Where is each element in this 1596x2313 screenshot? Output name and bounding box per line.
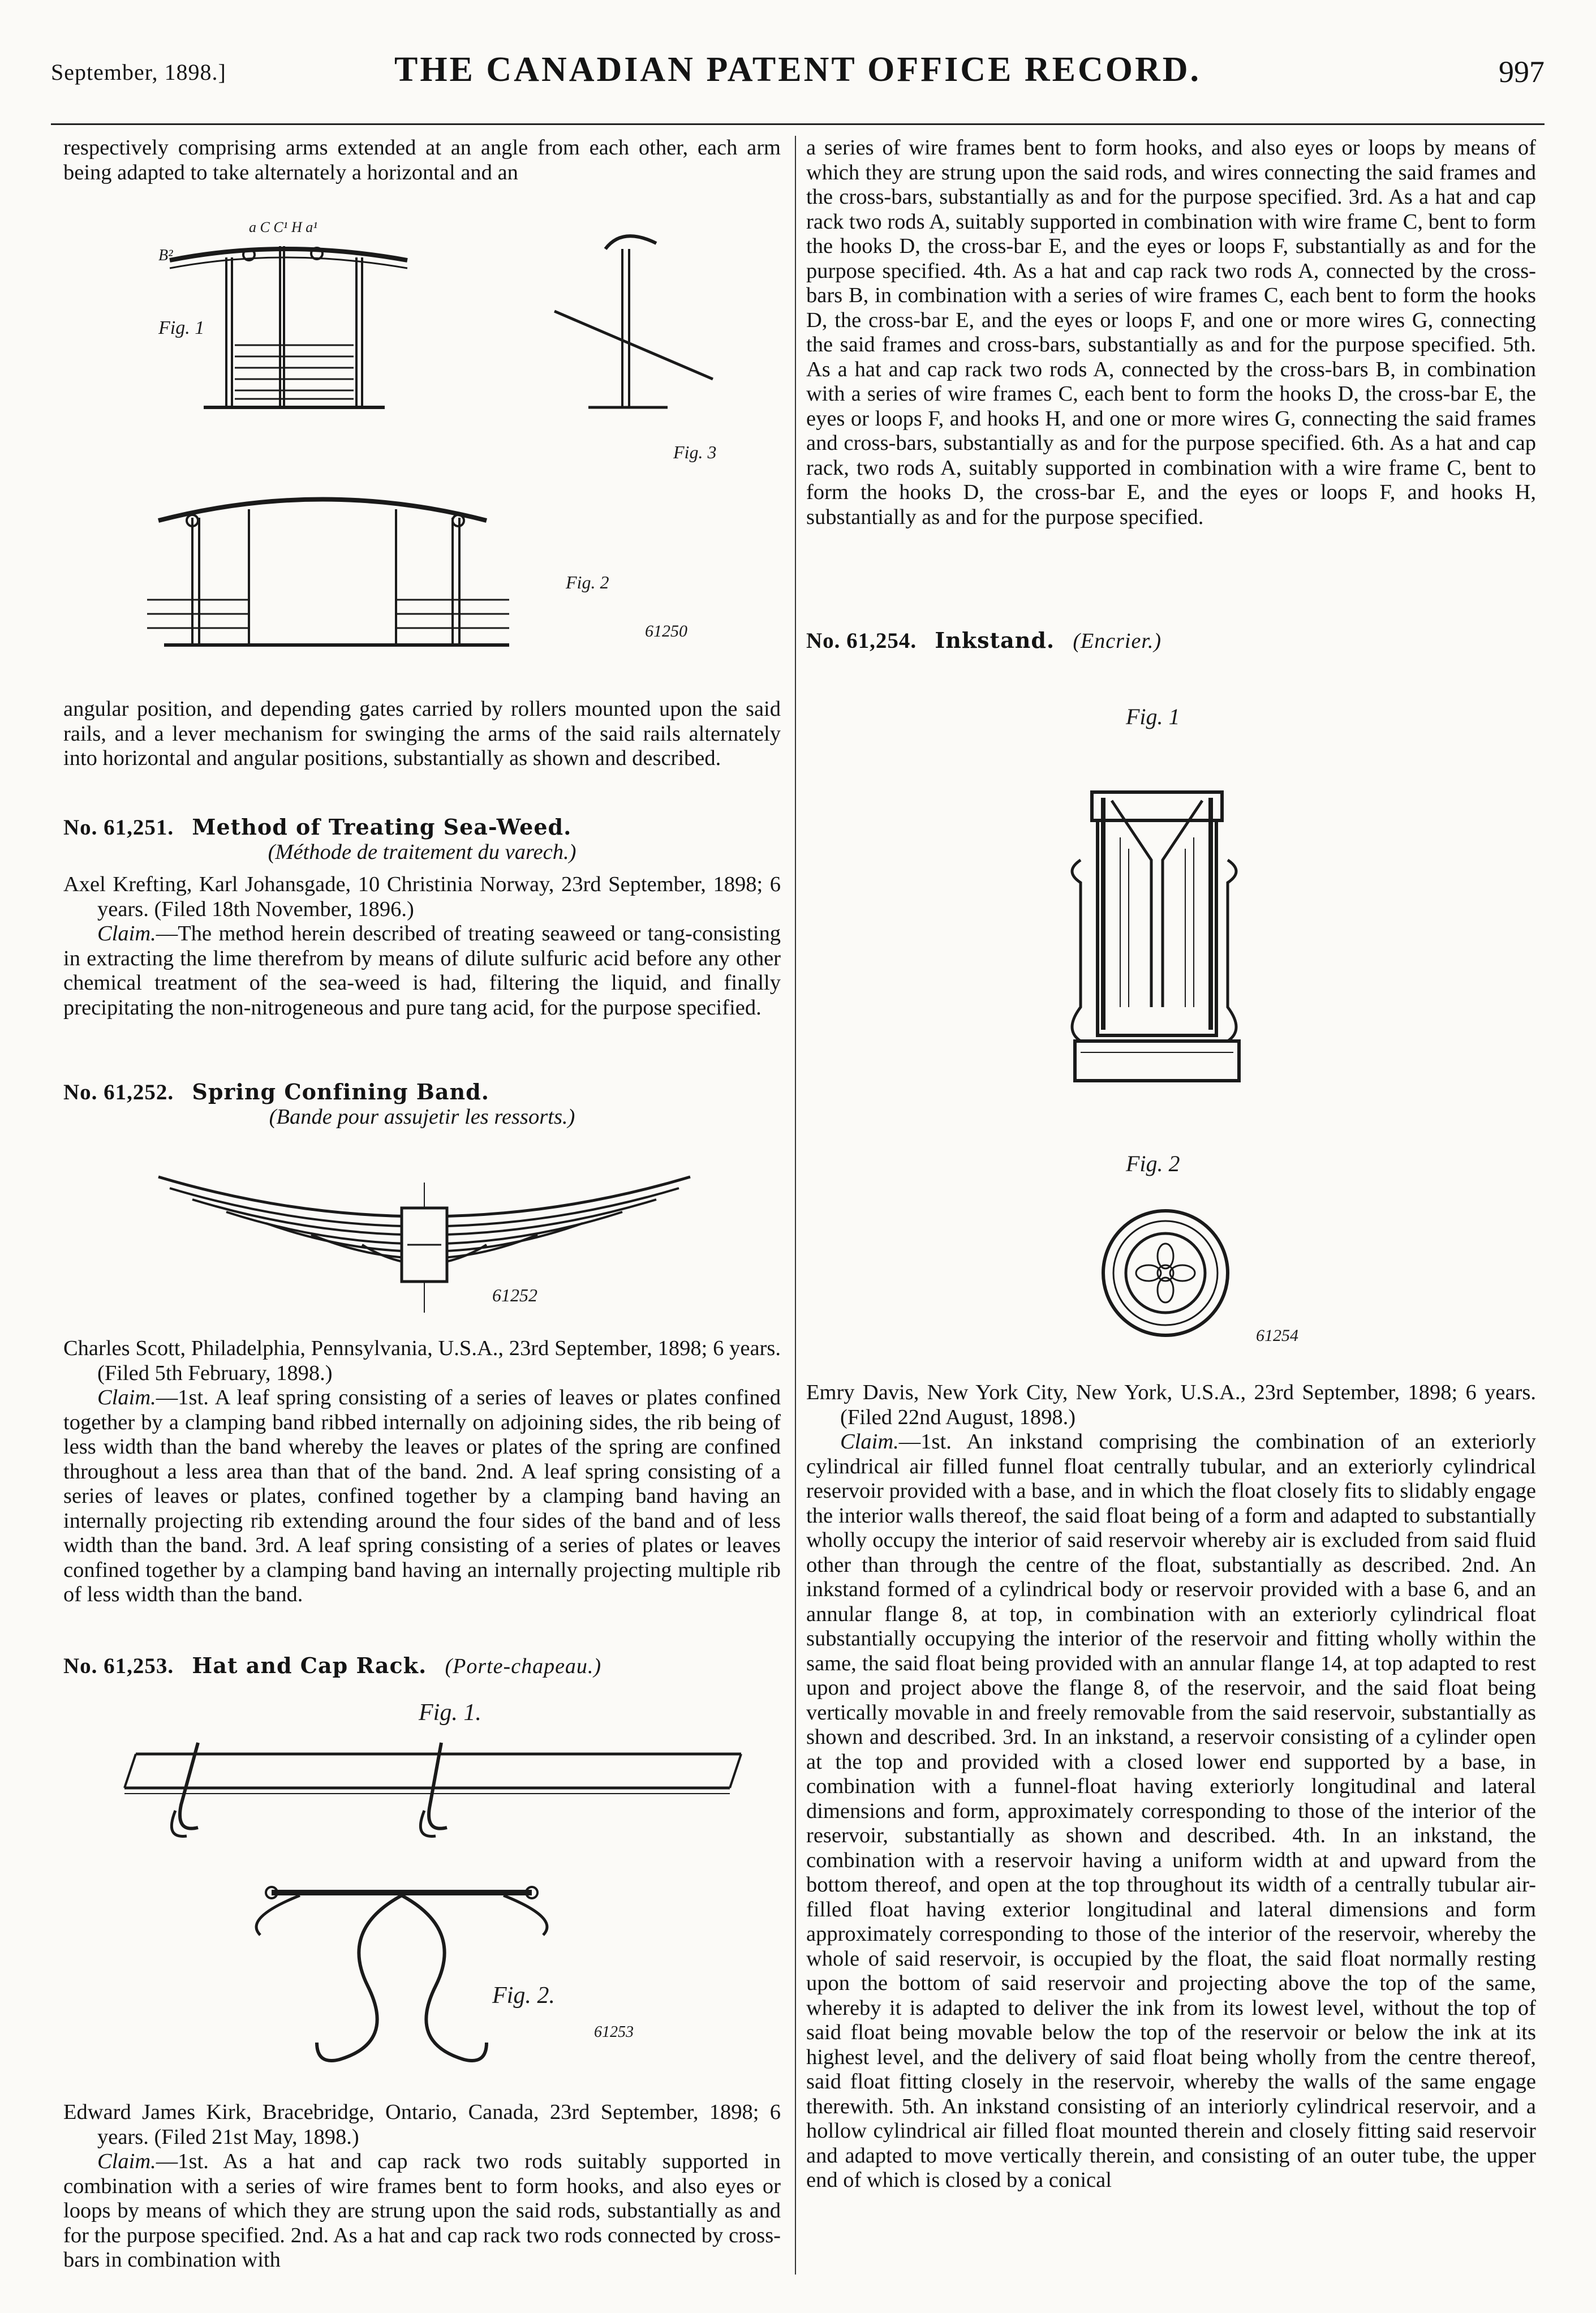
inkstand-fig2-label: Fig. 2 bbox=[1126, 1151, 1180, 1176]
hat-rack-claims-continued: a series of wire frames bent to form hooks, and also eyes or loops by means of which they are strung upon the said rods, and wires connecting the said frames and the cross-bars, substantially as and for the purpose specified. 3rd. As a hat and cap rack two rods A, suitably supported in combination with wire frame C, bent to form the hooks D, the cross-bar E, and the eyes or loops F, substantially as and for the purpose specified. 4th. As a hat and cap rack two rods A, connected by the cross-bars B, in combination with a series of wire frames C, each bent to form the hooks D, the cross-bar E, and the eyes or loops F, and one or more wires G, connecting the said frames and cross-bars, substantially as and for the purpose specified. 5th. As a hat and cap rack two rods A, connected by the cross-bars B, in combination with a series of wire frames C, each bent to form the hooks D, the cross-bar E, the eyes or loops F, and hooks H, and one or more wires G, connecting the said frames and cross-bars, substantially as and for the purpose specified. 6th. As a hat and cap rack, two rods A, suitably supported in combination with a wire frame C, bent to form the hooks D, the cross-bar E, and the eyes or loops F, and hooks H, substantially as and for the purpose specified. bbox=[806, 136, 1536, 529]
patent-61252-french: (Bande pour assujetir les ressorts.) bbox=[269, 1104, 575, 1129]
column-divider bbox=[795, 136, 796, 2275]
patent-61251-inventor: Axel Krefting, Karl Johansgade, 10 Christinia Norway, 23rd September, 1898; 6 years. (Filed 18th November, 1896.) bbox=[63, 872, 781, 921]
hat-rack-fig-1 bbox=[124, 1743, 741, 1836]
fig-61252-number: 61252 bbox=[492, 1285, 537, 1305]
patent-61253-heading bbox=[63, 1653, 781, 1679]
hat-rack-fig-2 bbox=[256, 1887, 547, 2061]
patent-61254-inventor: Emry Davis, New York City, New York, U.S.A., 23rd September, 1898; 6 years. (Filed 22nd August, 1898.) bbox=[806, 1381, 1536, 1429]
patent-61254-heading bbox=[806, 628, 1536, 654]
patent-61254-french: (Encrier.) bbox=[1073, 629, 1162, 653]
page-number: 997 bbox=[1499, 55, 1545, 89]
hat-rack-fig1-label: Fig. 1. bbox=[419, 1700, 481, 1726]
inkstand-section-view bbox=[1072, 792, 1239, 1081]
patent-61254-claim: —1st. An inkstand comprising the combination of an exteriorly cylindrical air filled funnel float centrally tubular, and an exteriorly cylindrical reservoir provided with a base, and in which the float closely fits to slidably engage the interior walls thereof, the said float being of a form and adapted to substantially wholly occupy the interior of said reservoir whereby air is excluded from said fluid other than through the centre of the float, substantially as described. 2nd. An inkstand formed of a cylindrical body or reservoir provided with a base 6, and an annular flange 8, at top, in combination with an exteriorly cylindrical float substantially occupying the interior of the reservoir and fitting wholly within the same, the said float being provided with an annular flange 14, at top adapted to rest upon and project above the flange 8, of the reservoir, and the said float being vertically movable in and freely removable from the said reservoir, substantially as shown and described. 3rd. In an inkstand, a reservoir consisting of a cylinder open at the top and provided with a closed lower end supported by a base, in combination with a funnel-float having exteriorly longitudinal and lateral dimensions and form, approximately corresponding to those of the interior of the reservoir, substantially as shown and described. 4th. In an inkstand, the combination with a reservoir having a uniform width at and upward from the bottom thereof, and open at the top throughout its width of a centrally tubular air-filled float having exterior longitudinal and lateral dimensions and form approximately corresponding to those of the interior of the reservoir, whereby the whole of said reservoir, is occupied by the float, the said float normally resting upon the bottom of said reservoir and projecting above the top of the same, whereby it is adapted to deliver the ink from its lowest level, without the top of said float being movable below the top of the reservoir or below the ink at its highest level, and the delivery of said float being wholly from the centre thereof, said float fitting closely in the reservoir, whereby the walls of the same engage therewith. 5th. An inkstand consisting of an interiorly cylindrical reservoir, and a hollow cylindrical air filled float mounted therein and closely fitting said reservoir and adapted to move vertically therein, and consisting of an outer tube, the upper end of which is closed by a conical bbox=[806, 1430, 1536, 2192]
gate-fig-1 bbox=[158, 219, 407, 407]
patent-61252-heading bbox=[63, 1080, 781, 1105]
patent-61251-title: Method of Treating Sea-Weed. bbox=[192, 814, 572, 840]
patent-61253-claim: —1st. As a hat and cap rack two rods suitably supported in combination with a series of wire frames bent to form hooks, and also eyes or loops by means of which they are strung upon the said rods, substantially as and for the purpose specified. 2nd. As a hat and cap rack two rods connected by cross-bars in combination with bbox=[63, 2149, 781, 2272]
patent-61252-heading-block bbox=[63, 1080, 781, 1129]
left-intro bbox=[63, 136, 781, 185]
patent-61253-body bbox=[63, 2100, 781, 2273]
header-title: THE CANADIAN PATENT OFFICE RECORD. bbox=[394, 50, 1202, 89]
patent-61252-body bbox=[63, 1336, 781, 1607]
patent-61252-claim: —1st. A leaf spring consisting of a series of leaves or plates confined together by a clamping band ribbed internally on adjoining sides, the rib being of less width than the band whereby the leaves or plates of the spring are confined throughout a less area than that of the band. 2nd. A leaf spring consisting of a series of leaves or plates, confined together by a clamping band having an internally projecting rib extending around the four sides of the band and of less width than the band. 3rd. A leaf spring consisting of a series of plates or leaves confined together by a clamping band having an internally projecting multiple rib of less width than the band. bbox=[63, 1386, 781, 1606]
inkstand-fig1-label: Fig. 1 bbox=[1126, 704, 1180, 729]
patent-61253-heading-block bbox=[63, 1653, 781, 1679]
fig-61250-number: 61250 bbox=[645, 622, 687, 640]
header-date: September, 1898.] bbox=[51, 59, 226, 85]
patent-61252-number: No. 61,252. bbox=[63, 1080, 174, 1104]
patent-61254-body bbox=[806, 1381, 1536, 2193]
patent-61253-inventor: Edward James Kirk, Bracebridge, Ontario, Canada, 23rd September, 1898; 6 years. (Filed 21st May, 1898.) bbox=[63, 2100, 781, 2149]
patent-61251-french: (Méthode de traitement du varech.) bbox=[268, 840, 577, 864]
patent-61254-heading-block bbox=[806, 628, 1536, 654]
fig-61253-number: 61253 bbox=[594, 2023, 634, 2041]
inkstand-figure bbox=[990, 690, 1341, 1364]
patent-61253-number: No. 61,253. bbox=[63, 1654, 174, 1678]
patent-61251-claim-para bbox=[63, 922, 781, 1020]
patent-61254-title: Inkstand. bbox=[935, 627, 1055, 653]
gate-continuation-text: angular position, and depending gates carried by rollers mounted upon the said rails, and a lever mechanism for swinging the arms of the said rails alternately into horizontal and angular positions, substantially as shown and described. bbox=[63, 697, 781, 770]
leaf-spring-figure bbox=[147, 1160, 713, 1330]
header-rule bbox=[51, 123, 1545, 125]
hat-rack-figure bbox=[102, 1692, 769, 2088]
svg-text:Fig. 2: Fig. 2 bbox=[566, 572, 609, 592]
gate-fig-2 bbox=[147, 500, 609, 646]
patent-61251-claim: —The method herein described of treating seaweed or tang-consisting in extracting the lime therefrom by means of dilute sulfuric acid before any other chemical treatment of the sea-weed is had, filtering the liquid, and finally precipitating the non-nitrogeneous and pure tang acid, for the purpose specified. bbox=[63, 922, 781, 1020]
patent-61254-number: No. 61,254. bbox=[806, 629, 917, 653]
patent-61253-french: (Porte-chapeau.) bbox=[445, 1654, 602, 1678]
right-continuation bbox=[806, 136, 1536, 530]
left-continuation bbox=[63, 697, 781, 771]
hat-rack-fig2-label: Fig. 2. bbox=[492, 1983, 555, 2009]
patent-61253-title: Hat and Cap Rack. bbox=[192, 1653, 427, 1678]
patent-61252-claim-label: Claim. bbox=[97, 1386, 156, 1409]
patent-61253-claim-para bbox=[63, 2149, 781, 2273]
patent-61252-inventor: Charles Scott, Philadelphia, Pennsylvania, U.S.A., 23rd September, 1898; 6 years. (Filed 5th February, 1898.) bbox=[63, 1336, 781, 1385]
left-intro-text: respectively comprising arms extended at an angle from each other, each arm being adapted to take alternately a horizontal and an bbox=[63, 136, 781, 184]
patent-61251 bbox=[63, 815, 781, 1020]
svg-text:Fig. 1: Fig. 1 bbox=[158, 317, 205, 338]
svg-text:B²: B² bbox=[158, 247, 173, 264]
patent-61253-claim-label: Claim. bbox=[97, 2149, 156, 2173]
patent-61252-title: Spring Confining Band. bbox=[192, 1079, 489, 1104]
patent-61251-claim-label: Claim. bbox=[97, 922, 156, 945]
patent-61252-claim-para bbox=[63, 1386, 781, 1607]
patent-61254-claim-label: Claim. bbox=[840, 1430, 899, 1454]
fig-61254-number: 61254 bbox=[1256, 1326, 1298, 1345]
svg-text:a C C¹ H a¹: a C C¹ H a¹ bbox=[249, 219, 318, 235]
patent-61251-number: No. 61,251. bbox=[63, 815, 174, 840]
svg-text:Fig. 3: Fig. 3 bbox=[673, 442, 717, 462]
gate-patent-figure bbox=[136, 192, 769, 662]
patent-61254-claim-para bbox=[806, 1430, 1536, 2193]
gate-fig-3 bbox=[554, 236, 716, 462]
page-header bbox=[51, 49, 1545, 105]
inkstand-plan-view bbox=[1103, 1211, 1228, 1335]
patent-61251-heading bbox=[63, 815, 781, 840]
